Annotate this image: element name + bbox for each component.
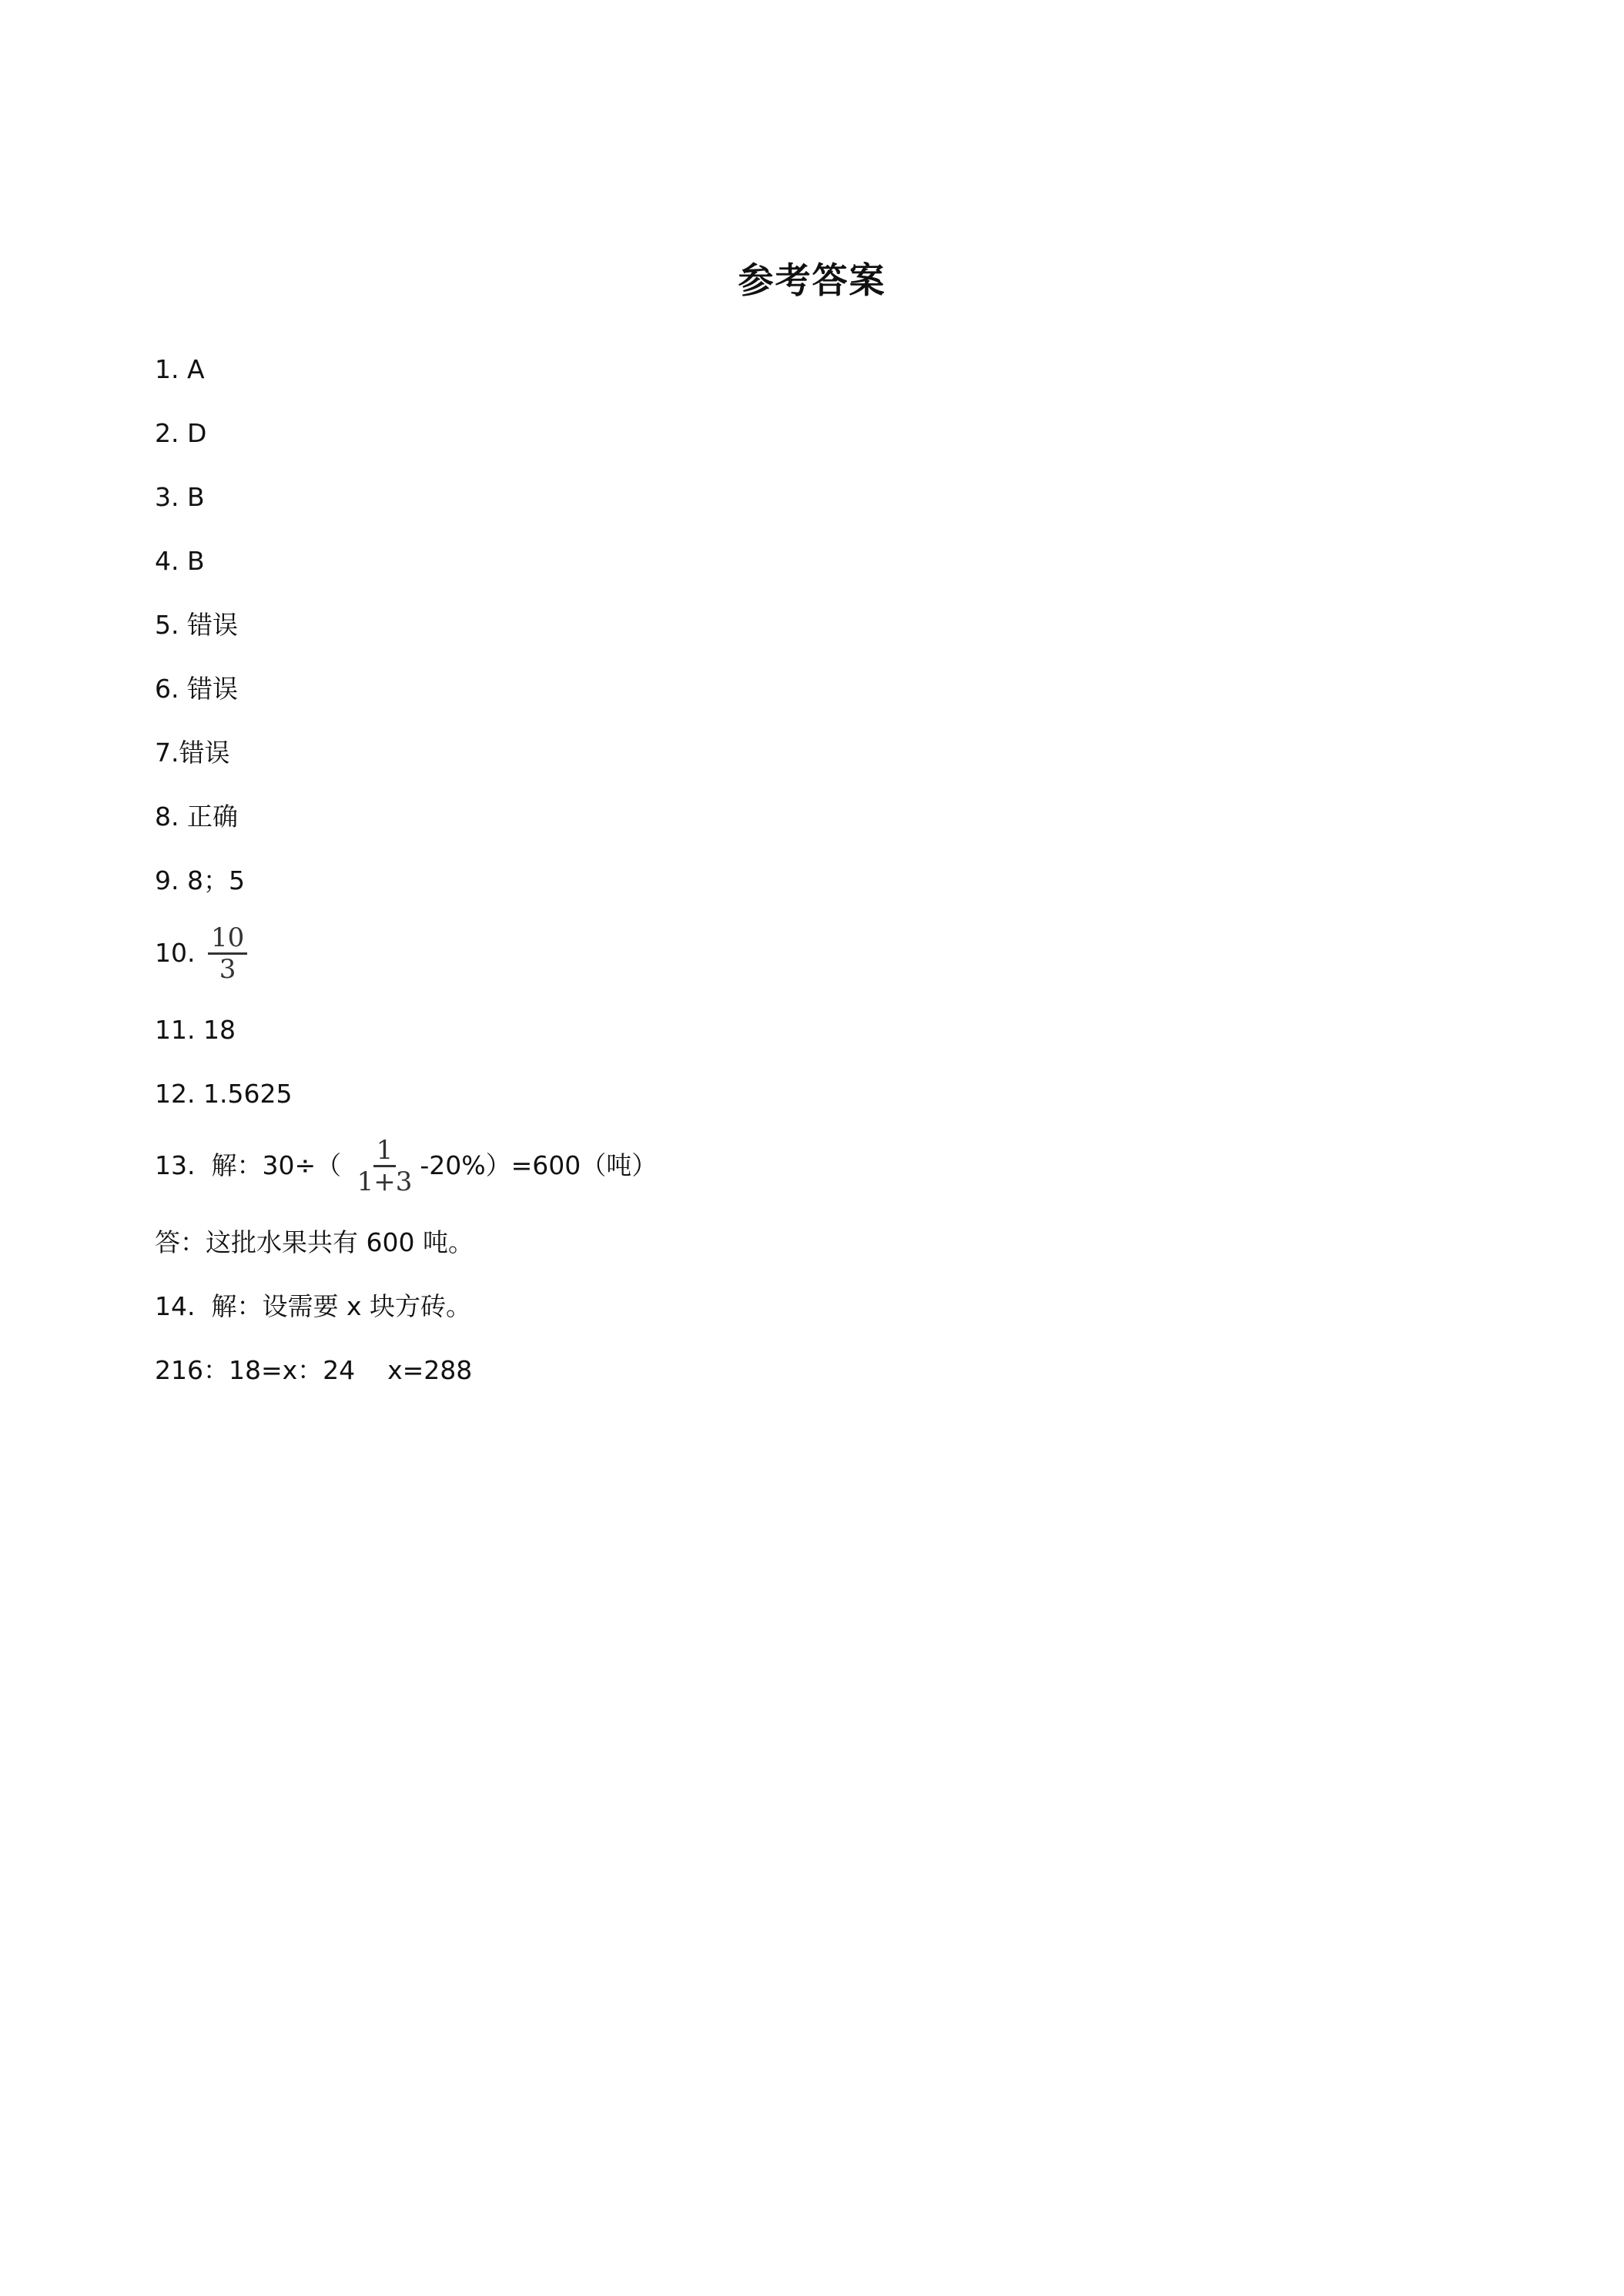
answer-4: 4. B xyxy=(155,546,205,576)
answer-14: 14. 解：设需要 x 块方砖。 xyxy=(155,1291,471,1321)
answer-3: 3. B xyxy=(155,482,205,512)
answer-6: 6. 错误 xyxy=(155,674,238,704)
answer-7: 7.错误 xyxy=(155,738,230,768)
page-title: 参考答案 xyxy=(738,259,886,301)
fraction-numerator: 1 xyxy=(373,1136,397,1167)
answer-13-prefix: 13. 解：30÷（ xyxy=(155,1150,350,1180)
answer-11: 11. 18 xyxy=(155,1015,236,1045)
answer-12: 12. 1.5625 xyxy=(155,1079,293,1109)
answer-2: 2. D xyxy=(155,418,207,448)
answer-5: 5. 错误 xyxy=(155,610,238,640)
answer-8: 8. 正确 xyxy=(155,802,238,832)
fraction-numerator: 10 xyxy=(208,923,247,955)
answer-9: 9. 8；5 xyxy=(155,865,245,895)
answer-13-suffix: -20%）=600（吨） xyxy=(420,1150,658,1180)
fraction xyxy=(354,1136,416,1197)
fraction-denominator: 1+3 xyxy=(357,1166,413,1197)
answer-10 xyxy=(155,922,252,984)
fraction xyxy=(208,923,247,984)
answer-10-prefix: 10. xyxy=(155,938,203,968)
answer-1: 1. A xyxy=(155,354,205,384)
answer-14-equation: 216：18=x：24 x=288 xyxy=(155,1355,473,1385)
answer-13 xyxy=(155,1135,657,1197)
answer-13-conclusion: 答：这批水果共有 600 吨。 xyxy=(155,1227,474,1257)
fraction-denominator: 3 xyxy=(219,953,236,985)
